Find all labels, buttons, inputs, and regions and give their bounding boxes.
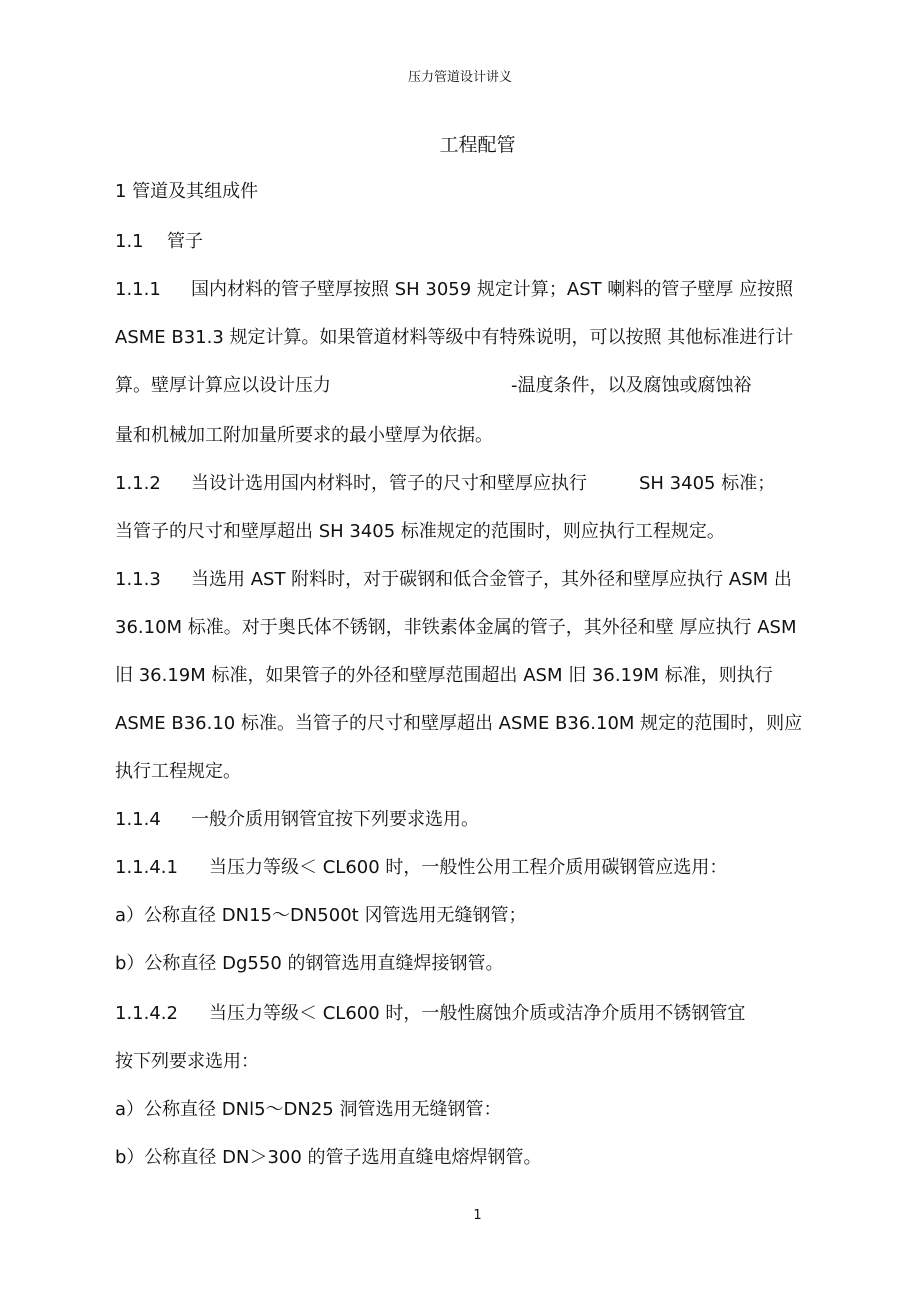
paragraph-line — [115, 856, 727, 880]
section-number: 1.1 — [115, 231, 144, 252]
list-item: a）公称直径 DNl5〜DN25 洞管选用无缝钢管： — [115, 1099, 502, 1120]
paragraph-line: 执行工程规定。 — [115, 761, 241, 782]
paragraph-text: 一般介质用钢管宜按下列要求选用。 — [191, 809, 479, 830]
paragraph-text: 算。壁厚计算应以设计压力 — [115, 375, 331, 396]
section-number: 1.1.1 — [115, 279, 161, 300]
section-number: 1.1.2 — [115, 473, 161, 494]
paragraph-line: ASME B31.3 规定计算。如果管道材料等级中有特殊说明，可以按照 其他标准进行计 — [115, 327, 794, 348]
paragraph-text: SH 3405 标准； — [639, 473, 776, 494]
paragraph-line — [115, 1002, 745, 1026]
paragraph-text: 当设计选用国内材料时，管子的尺寸和壁厚应执行 — [191, 473, 587, 494]
list-item: b）公称直径 Dg550 的钢管选用直缝焊接钢管。 — [115, 953, 504, 974]
section-number: 1.1.4.2 — [115, 1003, 178, 1024]
paragraph-text: 当压力等级＜ CL600 时，一般性腐蚀介质或洁净介质用不锈钢管宜 — [209, 1003, 746, 1024]
list-item: a）公称直径 DN15〜DN500t 冈管选用无缝钢管； — [115, 905, 527, 926]
list-item: b）公称直径 DN＞300 的管子选用直缝电熔焊钢管。 — [115, 1147, 542, 1168]
paragraph-line — [115, 808, 479, 832]
document-title: 工程配管 — [439, 134, 516, 156]
paragraph-line — [115, 278, 793, 302]
page-number: 1 — [473, 1208, 482, 1223]
section-heading: 1 管道及其组成件 — [115, 181, 259, 202]
page-header: 压力管道设计讲义 — [407, 70, 512, 85]
paragraph-line: 36.10M 标准。对于奥氏体不锈钢，非铁素体金属的管子，其外径和壁 厚应执行 ASM — [115, 617, 797, 638]
paragraph-line: 当管子的尺寸和壁厚超出 SH 3405 标准规定的范围时，则应执行工程规定。 — [115, 521, 725, 542]
paragraph-line: ASME B36.10 标准。当管子的尺寸和壁厚超出 ASME B36.10M 规定的范围时，则应 — [115, 713, 803, 734]
paragraph-line: 旧 36.19M 标准，如果管子的外径和壁厚范围超出 ASM 旧 36.19M 标准，则执行 — [115, 665, 773, 686]
paragraph-text: 当压力等级＜ CL600 时，一般性公用工程介质用碳钢管应选用： — [209, 857, 728, 878]
paragraph-line: 按下列要求选用： — [115, 1051, 259, 1072]
section-number: 1.1.4.1 — [115, 857, 178, 878]
paragraph-line — [115, 472, 775, 496]
section-number: 1.1.4 — [115, 809, 161, 830]
subsection-title: 管子 — [167, 231, 203, 252]
paragraph-text: -温度条件，以及腐蚀或腐蚀裕 — [511, 375, 752, 396]
paragraph-line — [115, 374, 752, 398]
paragraph-text: 国内材料的管子壁厚按照 SH 3059 规定计算；AST 喇料的管子壁厚 应按照 — [191, 279, 794, 300]
paragraph-line: 量和机械加工附加量所要求的最小壁厚为依据。 — [115, 425, 493, 446]
paragraph-line — [115, 568, 792, 592]
subsection-heading — [115, 230, 203, 254]
paragraph-text: 当选用 AST 附料时，对于碳钢和低合金管子，其外径和壁厚应执行 ASM 出 — [191, 569, 792, 590]
section-number: 1.1.3 — [115, 569, 161, 590]
